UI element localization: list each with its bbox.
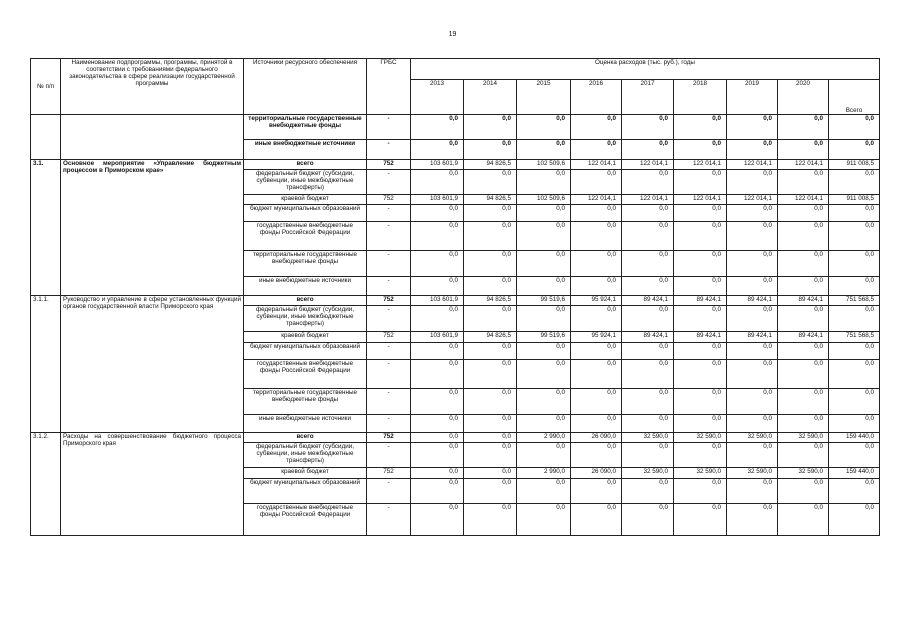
grbs-cell: - <box>367 343 411 360</box>
year-value-cell: 0,0 <box>464 443 517 468</box>
year-value-cell: 122 014,1 <box>727 195 778 205</box>
year-value-cell: 0,0 <box>622 251 674 277</box>
year-value-cell: 89 424,1 <box>622 296 674 306</box>
year-value-cell: 0,0 <box>517 306 571 332</box>
year-value-cell: 0,0 <box>674 222 727 251</box>
header-year: 2020 <box>778 80 829 115</box>
source-cell: краевой бюджет <box>244 468 367 479</box>
year-value-cell: 0,0 <box>464 170 517 195</box>
year-value-cell: 0,0 <box>778 205 829 222</box>
year-value-cell: 89 424,1 <box>674 332 727 343</box>
year-value-cell: 0,0 <box>727 205 778 222</box>
year-value-cell: 0,0 <box>411 504 464 536</box>
grbs-cell: 752 <box>367 296 411 306</box>
year-value-cell: 0,0 <box>411 222 464 251</box>
year-value-cell: 0,0 <box>674 343 727 360</box>
grbs-cell: - <box>367 222 411 251</box>
source-cell: краевой бюджет <box>244 195 367 205</box>
year-value-cell: 0,0 <box>517 140 571 160</box>
year-value-cell: 0,0 <box>571 306 622 332</box>
year-value-cell: 32 590,0 <box>778 468 829 479</box>
total-value-cell: 0,0 <box>829 306 880 332</box>
year-value-cell: 0,0 <box>517 443 571 468</box>
year-value-cell: 2 990,0 <box>517 433 571 443</box>
year-value-cell: 99 519,6 <box>517 332 571 343</box>
total-value-cell: 751 568,5 <box>829 296 880 306</box>
table-body <box>31 59 880 536</box>
year-value-cell: 0,0 <box>517 170 571 195</box>
year-value-cell: 89 424,1 <box>674 296 727 306</box>
year-value-cell: 0,0 <box>464 433 517 443</box>
year-value-cell: 0,0 <box>517 504 571 536</box>
year-value-cell: 0,0 <box>622 115 674 140</box>
year-value-cell: 0,0 <box>411 306 464 332</box>
table-row <box>31 296 880 306</box>
grbs-cell: 752 <box>367 160 411 170</box>
year-value-cell: 0,0 <box>517 343 571 360</box>
item-name: Руководство и управление в сфере установленных функций органов государственной власти Приморского края <box>61 296 244 433</box>
year-value-cell: 0,0 <box>571 415 622 433</box>
year-value-cell: 89 424,1 <box>778 296 829 306</box>
year-value-cell: 0,0 <box>674 479 727 504</box>
year-value-cell: 0,0 <box>727 306 778 332</box>
year-value-cell: 0,0 <box>778 251 829 277</box>
item-name: Основное мероприятие «Управление бюджетным процессом в Приморском крае» <box>61 160 244 296</box>
year-value-cell: 32 590,0 <box>674 433 727 443</box>
year-value-cell: 89 424,1 <box>622 332 674 343</box>
year-value-cell: 0,0 <box>464 277 517 296</box>
year-value-cell: 122 014,1 <box>778 160 829 170</box>
year-value-cell: 0,0 <box>571 360 622 389</box>
year-value-cell: 0,0 <box>571 479 622 504</box>
year-value-cell: 0,0 <box>571 251 622 277</box>
year-value-cell: 0,0 <box>778 277 829 296</box>
total-value-cell: 0,0 <box>829 115 880 140</box>
year-value-cell: 0,0 <box>464 415 517 433</box>
year-value-cell: 0,0 <box>622 479 674 504</box>
year-value-cell: 0,0 <box>411 170 464 195</box>
total-value-cell: 0,0 <box>829 205 880 222</box>
year-value-cell: 102 509,6 <box>517 160 571 170</box>
year-value-cell: 94 826,5 <box>464 332 517 343</box>
grbs-cell: - <box>367 415 411 433</box>
header-total: Всего <box>829 80 880 115</box>
source-cell: государственные внебюджетные фонды Российской Федерации <box>244 504 367 536</box>
year-value-cell: 0,0 <box>778 504 829 536</box>
year-value-cell: 0,0 <box>674 389 727 415</box>
year-value-cell: 0,0 <box>674 360 727 389</box>
source-cell: краевой бюджет <box>244 332 367 343</box>
grbs-cell: - <box>367 504 411 536</box>
source-cell: бюджет муниципальных образований <box>244 479 367 504</box>
source-cell: всего <box>244 160 367 170</box>
header-name: Наименование подпрограммы, программы, принятой в соответствии с требованиями федерального законодательства в сфере реализации государственной программы <box>61 59 244 115</box>
grbs-cell: 752 <box>367 468 411 479</box>
total-value-cell: 0,0 <box>829 443 880 468</box>
year-value-cell: 32 590,0 <box>622 468 674 479</box>
total-value-cell: 0,0 <box>829 251 880 277</box>
grbs-cell: - <box>367 170 411 195</box>
total-value-cell: 159 440,0 <box>829 468 880 479</box>
total-value-cell: 0,0 <box>829 170 880 195</box>
year-value-cell: 0,0 <box>464 389 517 415</box>
year-value-cell: 0,0 <box>464 140 517 160</box>
year-value-cell: 2 990,0 <box>517 468 571 479</box>
source-cell: бюджет муниципальных образований <box>244 343 367 360</box>
source-cell: государственные внебюджетные фонды Российской Федерации <box>244 360 367 389</box>
grbs-cell: 752 <box>367 332 411 343</box>
item-number: 3.1. <box>31 160 61 296</box>
year-value-cell: 0,0 <box>517 251 571 277</box>
total-value-cell: 911 008,5 <box>829 195 880 205</box>
grbs-cell: - <box>367 360 411 389</box>
year-value-cell: 32 590,0 <box>727 468 778 479</box>
year-value-cell: 95 924,1 <box>571 332 622 343</box>
total-value-cell: 0,0 <box>829 504 880 536</box>
total-value-cell: 911 008,5 <box>829 160 880 170</box>
year-value-cell: 0,0 <box>571 140 622 160</box>
year-value-cell: 103 601,9 <box>411 160 464 170</box>
year-value-cell: 0,0 <box>674 115 727 140</box>
year-value-cell: 0,0 <box>411 205 464 222</box>
year-value-cell: 89 424,1 <box>727 296 778 306</box>
total-value-cell: 0,0 <box>829 140 880 160</box>
year-value-cell: 26 090,0 <box>571 468 622 479</box>
header-year: 2019 <box>727 80 778 115</box>
year-value-cell: 0,0 <box>571 205 622 222</box>
item-name: Расходы на совершенствование бюджетного процесса Приморского края <box>61 433 244 536</box>
year-value-cell: 99 519,6 <box>517 296 571 306</box>
year-value-cell: 0,0 <box>622 504 674 536</box>
year-value-cell: 0,0 <box>517 389 571 415</box>
year-value-cell: 94 826,5 <box>464 195 517 205</box>
grbs-cell: 752 <box>367 195 411 205</box>
total-value-cell: 0,0 <box>829 479 880 504</box>
year-value-cell: 0,0 <box>464 343 517 360</box>
year-value-cell: 0,0 <box>778 306 829 332</box>
header-year: 2016 <box>571 80 622 115</box>
source-cell: бюджет муниципальных образований <box>244 205 367 222</box>
source-cell: государственные внебюджетные фонды Российской Федерации <box>244 222 367 251</box>
year-value-cell: 0,0 <box>727 251 778 277</box>
grbs-cell: - <box>367 251 411 277</box>
year-value-cell: 0,0 <box>517 479 571 504</box>
header-year: 2013 <box>411 80 464 115</box>
year-value-cell: 122 014,1 <box>571 160 622 170</box>
header-year: 2018 <box>674 80 727 115</box>
table-row <box>31 115 880 140</box>
source-cell: иные внебюджетные источники <box>244 140 367 160</box>
year-value-cell: 0,0 <box>411 443 464 468</box>
year-value-cell: 0,0 <box>571 343 622 360</box>
year-value-cell: 0,0 <box>411 140 464 160</box>
year-value-cell: 0,0 <box>411 343 464 360</box>
year-value-cell: 0,0 <box>411 433 464 443</box>
year-value-cell: 102 509,6 <box>517 195 571 205</box>
year-value-cell: 0,0 <box>464 222 517 251</box>
year-value-cell: 0,0 <box>517 222 571 251</box>
year-value-cell: 0,0 <box>674 140 727 160</box>
total-value-cell: 0,0 <box>829 360 880 389</box>
year-value-cell: 0,0 <box>571 443 622 468</box>
total-value-cell: 159 440,0 <box>829 433 880 443</box>
source-cell: федеральный бюджет (субсидии, субвенции, иные межбюджетные трансферты) <box>244 306 367 332</box>
grbs-cell: - <box>367 277 411 296</box>
year-value-cell: 0,0 <box>464 306 517 332</box>
year-value-cell: 122 014,1 <box>622 195 674 205</box>
year-value-cell: 0,0 <box>517 360 571 389</box>
header-row-top <box>31 59 880 80</box>
year-value-cell: 89 424,1 <box>778 332 829 343</box>
year-value-cell: 0,0 <box>571 389 622 415</box>
year-value-cell: 0,0 <box>622 306 674 332</box>
year-value-cell: 0,0 <box>674 415 727 433</box>
year-value-cell: 0,0 <box>727 140 778 160</box>
year-value-cell: 0,0 <box>622 170 674 195</box>
year-value-cell: 0,0 <box>778 443 829 468</box>
source-cell: иные внебюджетные источники <box>244 277 367 296</box>
year-value-cell: 32 590,0 <box>622 433 674 443</box>
year-value-cell: 103 601,9 <box>411 195 464 205</box>
year-value-cell: 122 014,1 <box>778 195 829 205</box>
grbs-cell: - <box>367 115 411 140</box>
header-year: 2017 <box>622 80 674 115</box>
year-value-cell: 103 601,9 <box>411 332 464 343</box>
year-value-cell: 0,0 <box>622 205 674 222</box>
year-value-cell: 0,0 <box>517 205 571 222</box>
year-value-cell: 0,0 <box>674 251 727 277</box>
grbs-cell: - <box>367 140 411 160</box>
year-value-cell: 0,0 <box>464 251 517 277</box>
year-value-cell: 0,0 <box>517 277 571 296</box>
year-value-cell: 122 014,1 <box>622 160 674 170</box>
year-value-cell: 32 590,0 <box>674 468 727 479</box>
year-value-cell: 122 014,1 <box>727 160 778 170</box>
year-value-cell: 0,0 <box>571 170 622 195</box>
item-number: 3.1.2. <box>31 433 61 536</box>
year-value-cell: 0,0 <box>674 306 727 332</box>
year-value-cell: 0,0 <box>622 140 674 160</box>
year-value-cell: 0,0 <box>727 115 778 140</box>
total-value-cell: 0,0 <box>829 277 880 296</box>
year-value-cell: 0,0 <box>778 343 829 360</box>
year-value-cell: 0,0 <box>622 443 674 468</box>
total-value-cell: 0,0 <box>829 222 880 251</box>
year-value-cell: 32 590,0 <box>778 433 829 443</box>
source-cell: территориальные государственные внебюджетные фонды <box>244 251 367 277</box>
year-value-cell: 0,0 <box>778 140 829 160</box>
grbs-cell: - <box>367 389 411 415</box>
total-value-cell: 0,0 <box>829 415 880 433</box>
grbs-cell: - <box>367 205 411 222</box>
year-value-cell: 0,0 <box>778 115 829 140</box>
year-value-cell: 0,0 <box>411 251 464 277</box>
year-value-cell: 0,0 <box>411 468 464 479</box>
year-value-cell: 0,0 <box>727 170 778 195</box>
year-value-cell: 0,0 <box>674 504 727 536</box>
year-value-cell: 0,0 <box>622 415 674 433</box>
total-value-cell: 0,0 <box>829 389 880 415</box>
year-value-cell: 0,0 <box>727 479 778 504</box>
grbs-cell: 752 <box>367 433 411 443</box>
year-value-cell: 0,0 <box>411 277 464 296</box>
year-value-cell: 0,0 <box>411 415 464 433</box>
year-value-cell: 122 014,1 <box>674 160 727 170</box>
item-number <box>31 115 61 160</box>
budget-table <box>30 58 880 536</box>
year-value-cell: 0,0 <box>464 468 517 479</box>
year-value-cell: 0,0 <box>778 389 829 415</box>
year-value-cell: 0,0 <box>464 115 517 140</box>
year-value-cell: 0,0 <box>571 222 622 251</box>
year-value-cell: 0,0 <box>727 277 778 296</box>
year-value-cell: 0,0 <box>727 504 778 536</box>
item-name <box>61 115 244 160</box>
header-grbs: ГРБС <box>367 59 411 115</box>
year-value-cell: 26 090,0 <box>571 433 622 443</box>
year-value-cell: 0,0 <box>778 360 829 389</box>
header-estimate: Оценка расходов (тыс. руб.), годы <box>411 59 880 80</box>
year-value-cell: 0,0 <box>778 479 829 504</box>
year-value-cell: 0,0 <box>571 504 622 536</box>
header-year: 2015 <box>517 80 571 115</box>
year-value-cell: 0,0 <box>727 343 778 360</box>
year-value-cell: 32 590,0 <box>727 433 778 443</box>
source-cell: всего <box>244 296 367 306</box>
year-value-cell: 0,0 <box>517 115 571 140</box>
year-value-cell: 0,0 <box>727 415 778 433</box>
year-value-cell: 0,0 <box>464 479 517 504</box>
year-value-cell: 0,0 <box>778 170 829 195</box>
year-value-cell: 0,0 <box>464 360 517 389</box>
source-cell: федеральный бюджет (субсидии, субвенции, иные межбюджетные трансферты) <box>244 443 367 468</box>
year-value-cell: 122 014,1 <box>571 195 622 205</box>
year-value-cell: 0,0 <box>622 389 674 415</box>
year-value-cell: 0,0 <box>674 443 727 468</box>
total-value-cell: 0,0 <box>829 343 880 360</box>
year-value-cell: 0,0 <box>622 360 674 389</box>
year-value-cell: 0,0 <box>411 479 464 504</box>
year-value-cell: 0,0 <box>727 222 778 251</box>
year-value-cell: 0,0 <box>464 205 517 222</box>
header-sources: Источники ресурсного обеспечения <box>244 59 367 115</box>
year-value-cell: 0,0 <box>674 205 727 222</box>
header-year: 2014 <box>464 80 517 115</box>
item-number: 3.1.1. <box>31 296 61 433</box>
year-value-cell: 0,0 <box>464 504 517 536</box>
source-cell: территориальные государственные внебюджетные фонды <box>244 389 367 415</box>
source-cell: иные внебюджетные источники <box>244 415 367 433</box>
year-value-cell: 0,0 <box>571 115 622 140</box>
year-value-cell: 0,0 <box>411 360 464 389</box>
year-value-cell: 89 424,1 <box>727 332 778 343</box>
year-value-cell: 103 601,9 <box>411 296 464 306</box>
year-value-cell: 0,0 <box>622 343 674 360</box>
grbs-cell: - <box>367 443 411 468</box>
year-value-cell: 0,0 <box>727 389 778 415</box>
year-value-cell: 0,0 <box>778 415 829 433</box>
page-number: 19 <box>448 31 457 38</box>
year-value-cell: 0,0 <box>778 222 829 251</box>
year-value-cell: 0,0 <box>411 115 464 140</box>
year-value-cell: 94 826,5 <box>464 160 517 170</box>
grbs-cell: - <box>367 479 411 504</box>
source-cell: федеральный бюджет (субсидии, субвенции, иные межбюджетные трансферты) <box>244 170 367 195</box>
table-row <box>31 433 880 443</box>
year-value-cell: 0,0 <box>727 360 778 389</box>
source-cell: всего <box>244 433 367 443</box>
year-value-cell: 0,0 <box>622 277 674 296</box>
year-value-cell: 0,0 <box>622 222 674 251</box>
year-value-cell: 0,0 <box>571 277 622 296</box>
year-value-cell: 0,0 <box>674 170 727 195</box>
year-value-cell: 94 826,5 <box>464 296 517 306</box>
total-value-cell: 751 568,5 <box>829 332 880 343</box>
year-value-cell: 0,0 <box>517 415 571 433</box>
year-value-cell: 0,0 <box>727 443 778 468</box>
year-value-cell: 122 014,1 <box>674 195 727 205</box>
header-num: № п/п <box>31 59 61 115</box>
source-cell: территориальные государственные внебюджетные фонды <box>244 115 367 140</box>
table-row <box>31 160 880 170</box>
year-value-cell: 0,0 <box>674 277 727 296</box>
grbs-cell: - <box>367 306 411 332</box>
year-value-cell: 0,0 <box>411 389 464 415</box>
year-value-cell: 95 924,1 <box>571 296 622 306</box>
